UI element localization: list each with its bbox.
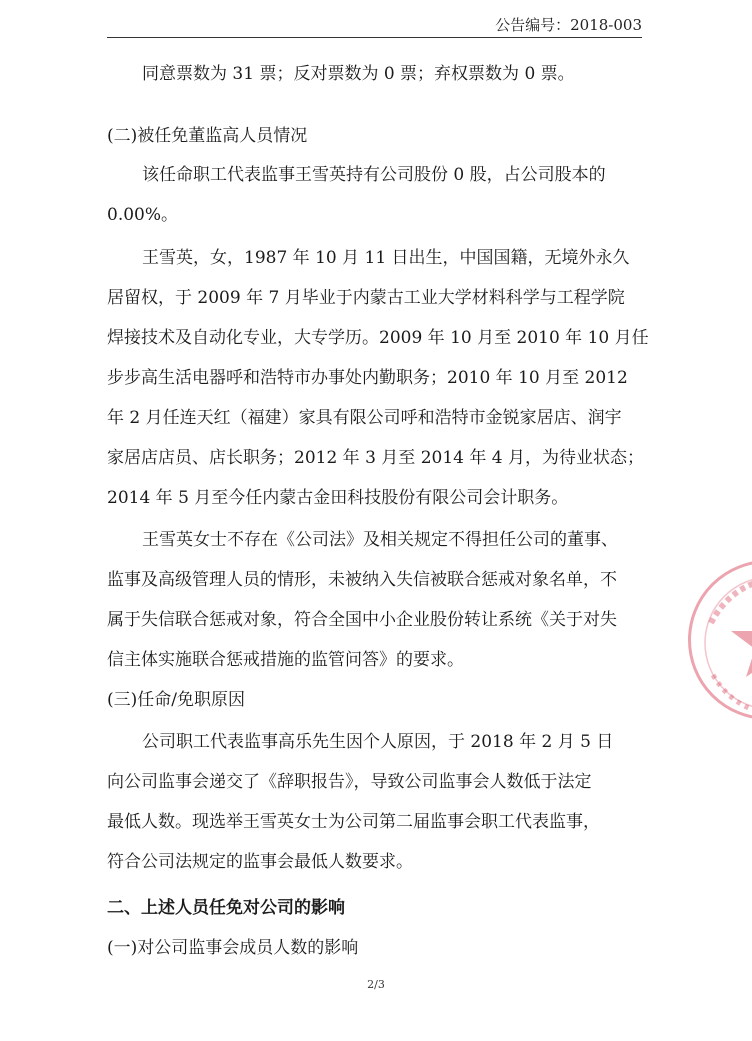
paragraph-shareholding: 该任命职工代表监事王雪英持有公司股份 0 股，占公司股本的 <box>142 165 606 185</box>
paragraph-reason-line-1: 公司职工代表监事高乐先生因个人原因，于 2018 年 2 月 5 日 <box>142 732 614 752</box>
seal-star-icon <box>691 563 752 723</box>
company-seal-stamp <box>688 560 752 720</box>
announcement-number: 公告编号：2018-003 <box>495 16 642 34</box>
paragraph-compliance-line-1: 王雪英女士不存在《公司法》及相关规定不得担任公司的董事、 <box>142 530 618 550</box>
page-number: 2/3 <box>367 978 385 991</box>
section-heading-impact: 二、上述人员任免对公司的影响 <box>107 898 345 918</box>
paragraph-bio-line-3: 焊接技术及自动化专业，大专学历。2009 年 10 月至 2010 年 10 月任 <box>107 328 649 348</box>
subheading-board-size: (一)对公司监事会成员人数的影响 <box>107 938 359 958</box>
paragraph-reason-line-4: 符合公司法规定的监事会最低人数要求。 <box>107 852 413 872</box>
paragraph-bio-line-2: 居留权，于 2009 年 7 月毕业于内蒙古工业大学材料科学与工程学院 <box>107 288 625 308</box>
paragraph-bio-line-7: 2014 年 5 月至今任内蒙古金田科技股份有限公司会计职务。 <box>107 488 569 508</box>
paragraph-reason-line-3: 最低人数。现选举王雪英女士为公司第二届监事会职工代表监事， <box>107 812 600 832</box>
paragraph-reason-line-2: 向公司监事会递交了《辞职报告》，导致公司监事会人数低于法定 <box>107 772 592 792</box>
header-rule <box>107 37 642 38</box>
paragraph-bio-line-6: 家居店店员、店长职务；2012 年 3 月至 2014 年 4 月，为待业状态； <box>107 448 644 468</box>
paragraph-compliance-line-4: 信主体实施联合惩戒措施的监管问答》的要求。 <box>107 650 464 670</box>
paragraph-compliance-line-2: 监事及高级管理人员的情形，未被纳入失信被联合惩戒对象名单，不 <box>107 570 617 590</box>
paragraph-vote-result: 同意票数为 31 票；反对票数为 0 票；弃权票数为 0 票。 <box>142 64 575 84</box>
subheading-personnel: (二)被任免董监高人员情况 <box>107 126 308 146</box>
subheading-reason: (三)任命/免职原因 <box>107 690 245 710</box>
paragraph-compliance-line-3: 属于失信联合惩戒对象，符合全国中小企业股份转让系统《关于对失 <box>107 610 617 630</box>
paragraph-bio-line-5: 年 2 月任连天红（福建）家具有限公司呼和浩特市金锐家居店、润宇 <box>107 408 622 428</box>
paragraph-bio-line-4: 步步高生活电器呼和浩特市办事处内勤职务；2010 年 10 月至 2012 <box>107 368 628 388</box>
paragraph-bio-line-1: 王雪英，女，1987 年 10 月 11 日出生，中国国籍，无境外永久 <box>142 248 630 268</box>
paragraph-shareholding-pct: 0.00%。 <box>107 205 179 225</box>
